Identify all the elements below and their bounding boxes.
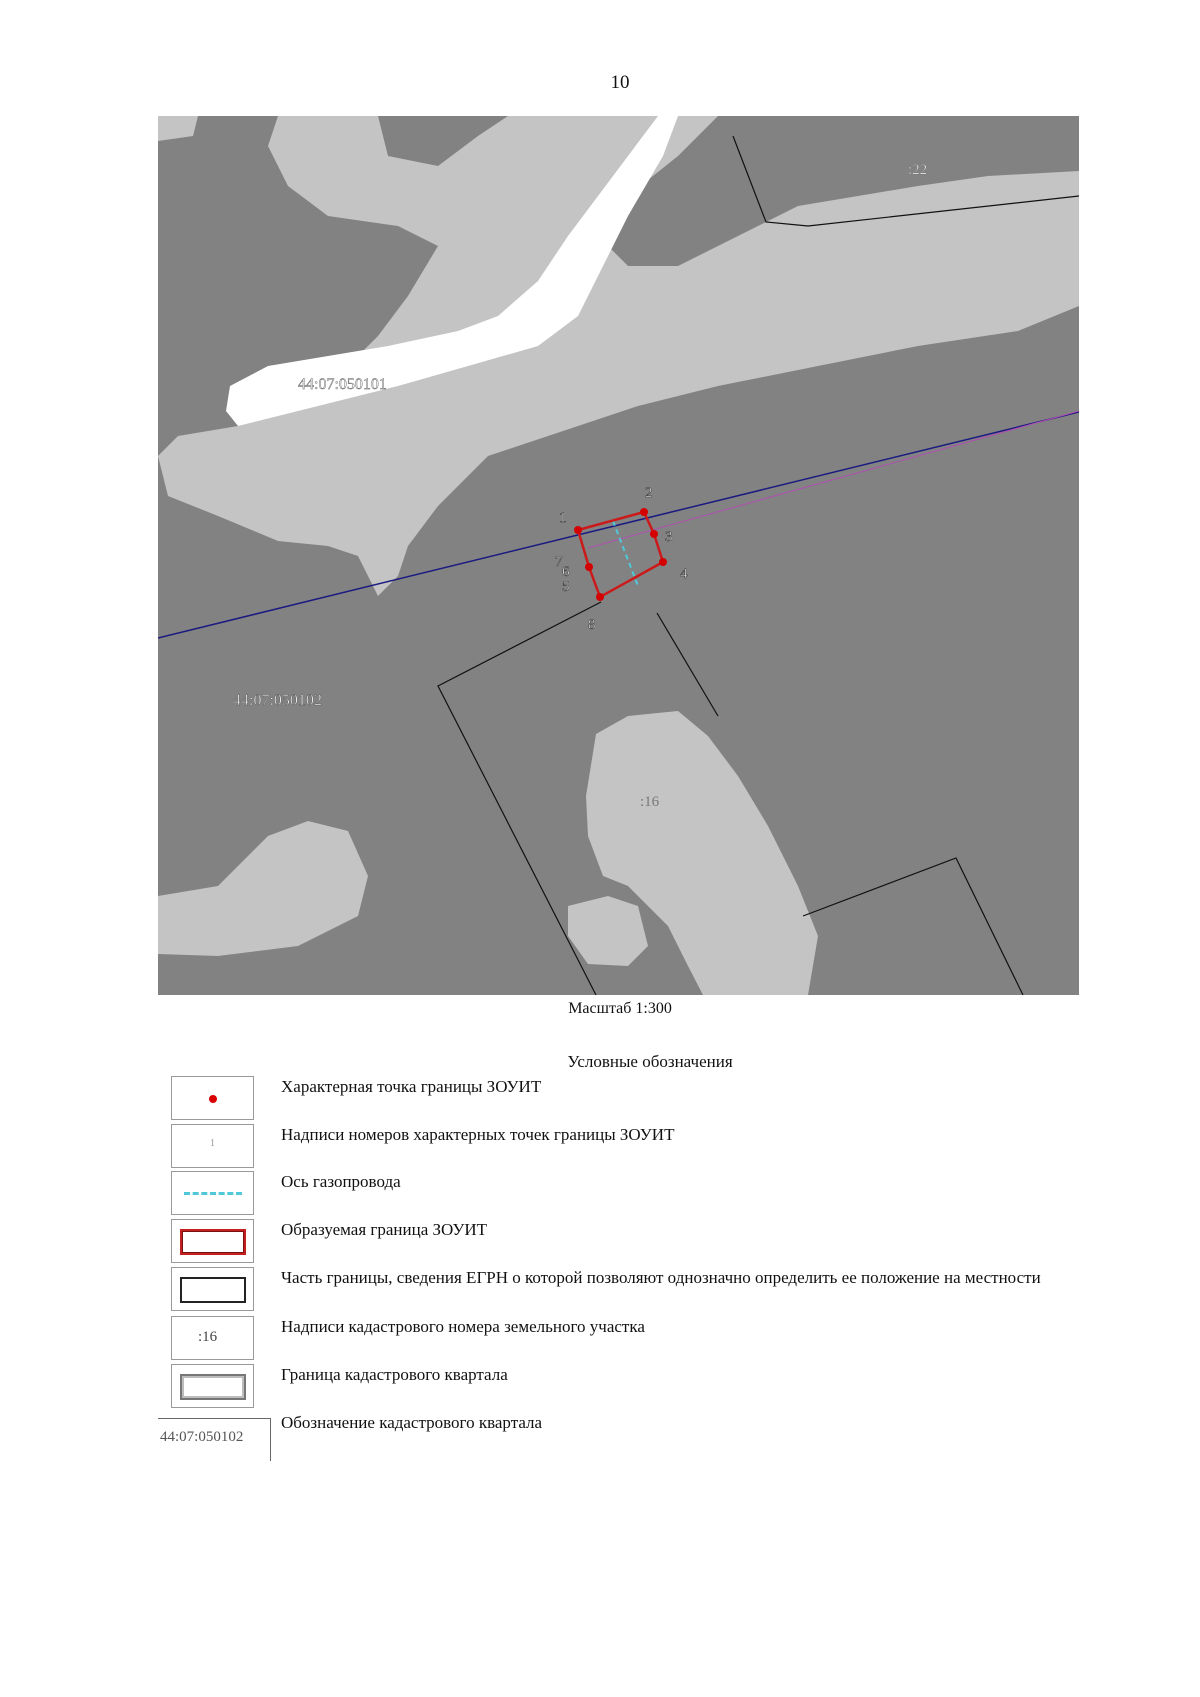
legend-item-point-numbers bbox=[171, 1124, 1091, 1170]
point-label-8: 8 bbox=[588, 617, 596, 633]
point-number-sample: 1 bbox=[210, 1138, 215, 1149]
zouit-point-1 bbox=[574, 526, 582, 534]
zouit-point-5 bbox=[596, 593, 604, 601]
page-number: 10 bbox=[610, 72, 630, 93]
legend-title: Условные обозначения bbox=[567, 1052, 733, 1071]
legend-item-quarter-boundary bbox=[171, 1364, 1091, 1410]
zouit-point-4 bbox=[659, 558, 667, 566]
point-label-1: 1 bbox=[559, 510, 567, 526]
black-rectangle-icon bbox=[180, 1277, 246, 1303]
point-label-3: 3 bbox=[665, 529, 673, 545]
quarter-label-050101: 44:07:050101 bbox=[298, 376, 387, 393]
legend-symbol-box bbox=[171, 1124, 254, 1168]
legend-text: Граница кадастрового квартала bbox=[281, 1365, 508, 1384]
zouit-point-3 bbox=[650, 530, 658, 538]
legend-text: Ось газопровода bbox=[281, 1172, 401, 1191]
parcel-label-22: :22 bbox=[908, 162, 928, 178]
legend-symbol-box bbox=[171, 1364, 254, 1408]
legend-symbol-box bbox=[171, 1267, 254, 1311]
legend-symbol-box bbox=[171, 1076, 254, 1120]
grey-rectangle-icon bbox=[180, 1374, 246, 1400]
quarter-label-050102: 44:07:050102 bbox=[233, 692, 322, 709]
legend-item-pipeline bbox=[171, 1171, 1091, 1217]
legend-text: Надписи кадастрового номера земельного участка bbox=[281, 1317, 645, 1336]
quarter-label-sample: 44:07:050102 bbox=[160, 1429, 244, 1445]
legend-symbol-box bbox=[171, 1316, 254, 1360]
red-rectangle-icon bbox=[180, 1229, 246, 1255]
legend-text: Образуемая граница ЗОУИТ bbox=[281, 1220, 488, 1239]
parcel-label-sample: :16 bbox=[198, 1329, 218, 1345]
legend-text-quarter-label: Обозначение кадастрового квартала bbox=[281, 1413, 543, 1432]
legend-item-parcel-label bbox=[171, 1316, 1091, 1362]
legend-symbol-box bbox=[171, 1171, 254, 1215]
zouit-point-6 bbox=[585, 563, 593, 571]
point-label-5: 5 bbox=[562, 579, 570, 595]
point-label-7: 7 bbox=[555, 554, 563, 570]
legend-item-zouit-boundary bbox=[171, 1219, 1091, 1265]
zouit-point-2 bbox=[640, 508, 648, 516]
legend-item-points bbox=[171, 1076, 1091, 1122]
map-scale: Масштаб 1:300 bbox=[568, 1000, 672, 1017]
legend-text: Характерная точка границы ЗОУИТ bbox=[281, 1077, 542, 1096]
dashed-line-icon bbox=[184, 1192, 242, 1195]
point-label-6: 6 bbox=[562, 564, 570, 580]
red-point-icon bbox=[209, 1095, 217, 1103]
legend-text: Часть границы, сведения ЕГРН о которой позволяют однозначно определить ее положение на местности bbox=[281, 1268, 1041, 1287]
cadastral-map bbox=[158, 116, 1079, 995]
parcel-label-16: :16 bbox=[640, 794, 660, 810]
quarter-label-sample-box bbox=[158, 1418, 271, 1461]
legend-item-egrn-boundary bbox=[171, 1267, 1091, 1313]
point-label-2: 2 bbox=[645, 485, 653, 501]
point-label-4: 4 bbox=[680, 566, 688, 582]
legend-symbol-box bbox=[171, 1219, 254, 1263]
legend-text: Надписи номеров характерных точек границы ЗОУИТ bbox=[281, 1125, 675, 1144]
